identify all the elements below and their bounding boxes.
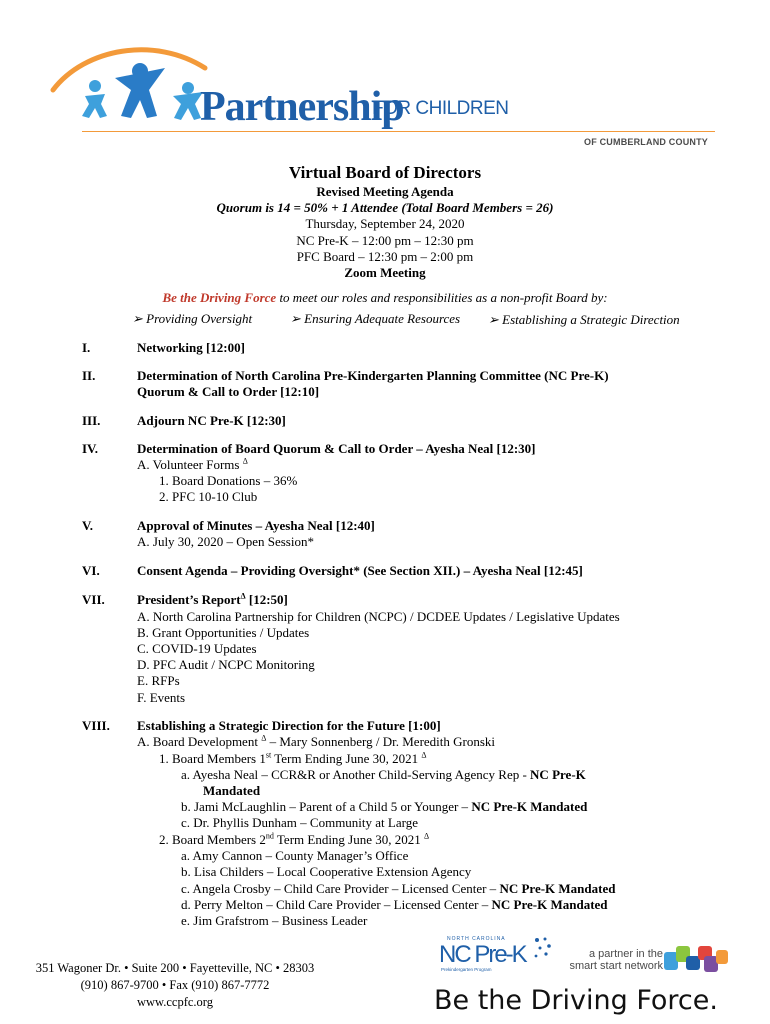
bullet-oversight: ➢ Providing Oversight <box>132 311 253 326</box>
subitem: C. COVID-19 Updates <box>137 641 257 656</box>
delta-mark: Δ <box>242 456 248 466</box>
subitem-text: A. Volunteer Forms <box>137 457 240 472</box>
subitem <box>137 734 495 750</box>
subitem: 1. Board Donations – 36% <box>159 473 298 488</box>
subitem <box>159 751 427 767</box>
ncprek-wordmark: NC Pre-K <box>439 941 526 968</box>
driving-force-statement <box>0 290 770 306</box>
subitem: B. Grant Opportunities / Updates <box>137 625 310 640</box>
header-divider <box>82 131 715 132</box>
delta-mark: Δ <box>261 733 267 743</box>
driving-force-lead: Be the Driving Force <box>162 290 277 305</box>
item-title: Consent Agenda – Providing Oversight* (See Section XII.) – Ayesha Neal [12:45] <box>137 563 583 578</box>
subitem: A. July 30, 2020 – Open Session* <box>137 534 314 549</box>
subitem: b. Lisa Childers – Local Cooperative Extension Agency <box>181 864 472 879</box>
subitem <box>159 832 429 848</box>
ncprek-time: NC Pre-K – 12:00 pm – 12:30 pm <box>296 233 474 248</box>
subitem-text: – Mary Sonnenberg / Dr. Meredith Gronski <box>266 734 496 749</box>
smart-start-text <box>563 948 663 972</box>
subitem: A. North Carolina Partnership for Children (NCPC) / DCDEE Updates / Legislative Updates <box>137 609 620 624</box>
ordinal-suffix: st <box>265 750 272 760</box>
item-title: Determination of North Carolina Pre-Kindergarten Planning Committee (NC Pre-K) <box>137 368 609 383</box>
logo-wordmark: Partnership <box>200 84 404 130</box>
subitem-text: b. Jami McLaughlin – Parent of a Child 5 or Younger – <box>181 799 472 814</box>
mandated-label: NC Pre-K Mandated <box>499 881 616 896</box>
item-number: IV. <box>82 441 99 456</box>
page-title: Virtual Board of Directors <box>288 163 482 182</box>
item-title: Approval of Minutes – Ayesha Neal [12:40] <box>137 518 375 533</box>
ncprek-logo <box>439 936 559 976</box>
subitem: F. Events <box>137 690 186 705</box>
subitem: 2. PFC 10-10 Club <box>159 489 258 504</box>
partner-line-1: a partner in the <box>589 948 663 960</box>
subitem-text: 1. Board Members 1 <box>159 751 266 766</box>
mandated-label: NC Pre-K <box>530 767 586 782</box>
subitem: c. Dr. Phyllis Dunham – Community at Large <box>181 815 418 830</box>
item-title-text: President’s Report <box>137 592 241 607</box>
subitem: a. Amy Cannon – County Manager’s Office <box>181 848 409 863</box>
subitem-text: Term Ending June 30, 2021 <box>271 751 419 766</box>
subitem-text: d. Perry Melton – Child Care Provider – Licensed Center – <box>181 897 492 912</box>
item-title: Adjourn NC Pre-K [12:30] <box>137 413 286 428</box>
driving-force-rest: to meet our roles and responsibilities as a non-profit Board by: <box>276 290 608 305</box>
ncprek-state: NORTH CAROLINA <box>447 936 506 942</box>
subitem-text: A. Board Development <box>137 734 258 749</box>
item-number: III. <box>82 413 101 428</box>
agenda-subtitle: Revised Meeting Agenda <box>316 184 454 199</box>
item-title-cont: Quorum & Call to Order [12:10] <box>137 384 320 399</box>
item-title <box>137 592 288 608</box>
delta-mark: Δ <box>421 750 427 760</box>
subitem: D. PFC Audit / NCPC Monitoring <box>137 657 315 672</box>
logo-for-children: FOR CHILDREN <box>372 98 509 119</box>
smart-start-blocks-icon <box>664 944 734 974</box>
subitem <box>181 767 586 783</box>
mandated-label: Mandated <box>203 783 261 798</box>
subitem <box>181 799 587 815</box>
item-number: I. <box>82 340 91 355</box>
delta-mark: Δ <box>424 831 430 841</box>
item-time: [12:50] <box>245 592 288 607</box>
stars-icon <box>531 936 553 964</box>
quorum-line: Quorum is 14 = 50% + 1 Attendee (Total Board Members = 26) <box>216 200 554 215</box>
subitem-text: Term Ending June 30, 2021 <box>273 832 421 847</box>
logo-county: OF CUMBERLAND COUNTY <box>584 137 708 147</box>
subitem-text: 2. Board Members 2 <box>159 832 266 847</box>
item-number: VI. <box>82 563 100 578</box>
subitem: E. RFPs <box>137 673 180 688</box>
item-title: Networking [12:00] <box>137 340 245 355</box>
delta-mark: Δ <box>240 591 246 601</box>
subitem-text: c. Angela Crosby – Child Care Provider – Licensed Center – <box>181 881 500 896</box>
meeting-type: Zoom Meeting <box>344 265 426 280</box>
bullet-resources: ➢ Ensuring Adequate Resources <box>290 311 461 326</box>
item-number: VIII. <box>82 718 110 733</box>
partnership-logo-graphic <box>45 38 215 138</box>
subitem <box>181 897 608 913</box>
item-number: II. <box>82 368 96 383</box>
footer-phone: (910) 867-9700 • Fax (910) 867-7772 <box>80 978 270 992</box>
subitem-text: a. Ayesha Neal – CCR&R or Another Child-Serving Agency Rep - <box>181 767 531 782</box>
subitem <box>137 457 248 473</box>
item-title: Establishing a Strategic Direction for the Future [1:00] <box>137 718 441 733</box>
footer-address: 351 Wagoner Dr. • Suite 200 • Fayetteville, NC • 28303 <box>35 961 315 975</box>
meeting-date: Thursday, September 24, 2020 <box>305 216 465 231</box>
ncprek-tagline: Prekindergarten Program <box>441 967 492 972</box>
item-title: Determination of Board Quorum & Call to Order – Ayesha Neal [12:30] <box>137 441 536 456</box>
footer-website[interactable]: www.ccpfc.org <box>136 995 213 1009</box>
subitem: e. Jim Grafstrom – Business Leader <box>181 913 368 928</box>
mandated-label: NC Pre-K Mandated <box>491 897 608 912</box>
item-number: VII. <box>82 592 105 607</box>
item-number: V. <box>82 518 93 533</box>
subitem <box>181 881 615 897</box>
ordinal-suffix: nd <box>265 831 274 841</box>
partner-line-2: smart start network <box>569 960 663 972</box>
pfc-time: PFC Board – 12:30 pm – 2:00 pm <box>296 249 474 264</box>
mandated-label: NC Pre-K Mandated <box>471 799 588 814</box>
footer-slogan: Be the Driving Force. <box>434 985 718 1016</box>
bullet-strategic: ➢ Establishing a Strategic Direction <box>488 312 680 327</box>
